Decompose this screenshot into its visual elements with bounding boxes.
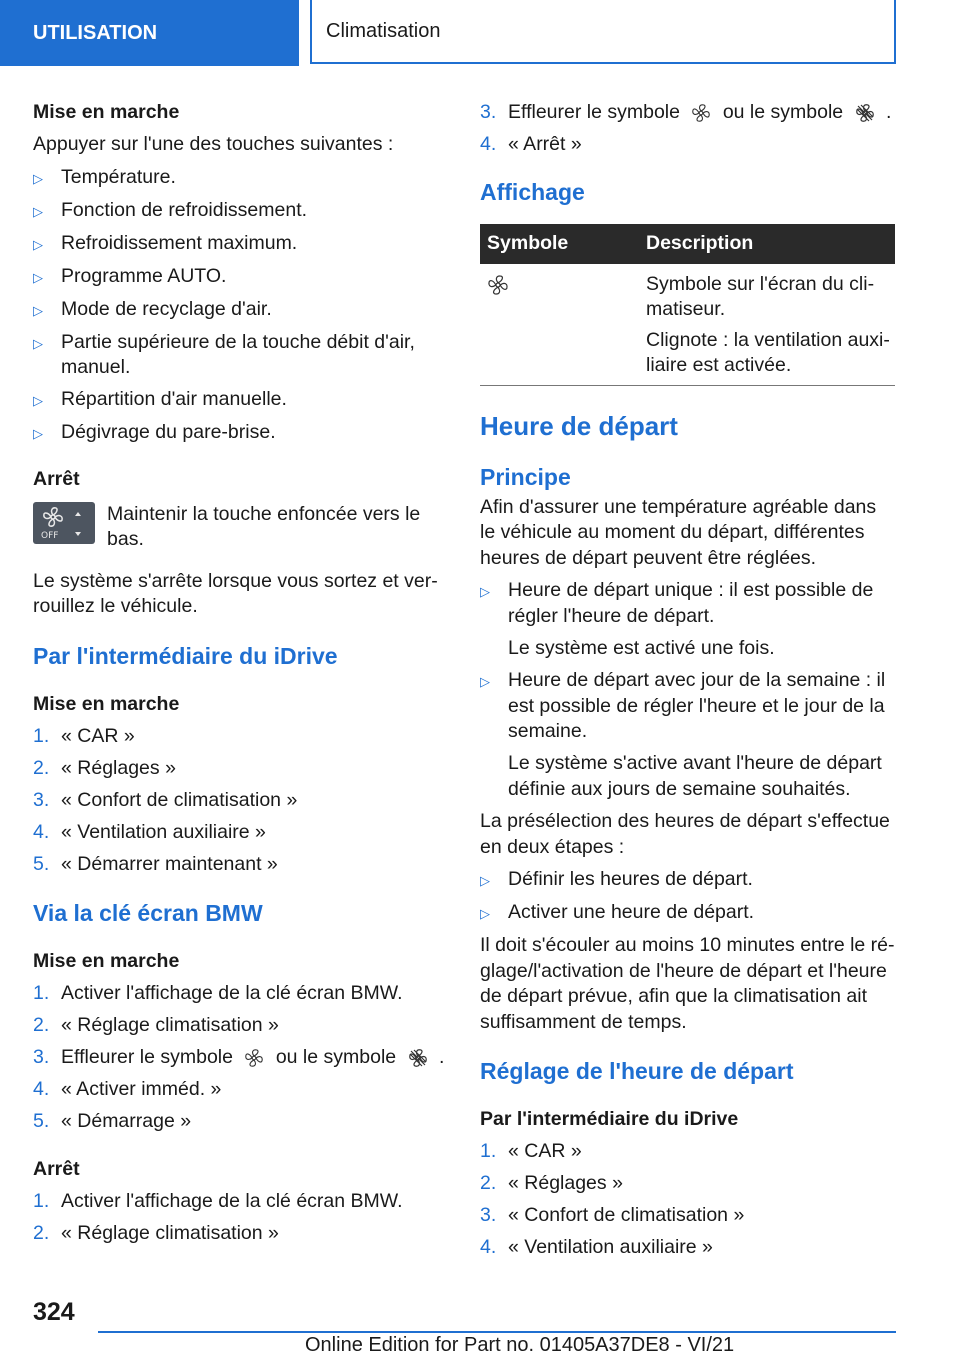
table-row [480,264,895,386]
list-item: 2. « Réglage climatisation » [33,1221,279,1244]
list-item: 3. Effleurer le symbole ou le symbole . [480,101,892,123]
heading-mise-en-marche: Mise en marche [33,101,180,123]
symbol-table [480,224,895,386]
bullet-triangle-icon: ▷ [33,269,43,285]
chapter-tab: Climatisation [310,0,896,64]
list-item: ▷ Mode de recyclage d'air. [33,297,445,324]
bullet-triangle-icon: ▷ [33,335,43,351]
bullet-sub-text: Le système s'active avant l'heure de départ définie aux jours de semaine souhaités. [508,752,882,800]
section-tab: UTILISATION [0,0,299,66]
list-item: 1. « CAR » [480,1140,582,1162]
table-cell-symbol [480,264,639,386]
fan-icon [691,103,711,123]
list-item: ▷ Température. [33,165,445,192]
heading-mise-en-marche: Mise en marche [33,692,180,715]
list-item: ▷ Refroidissement maximum. [33,231,445,258]
list-item: 4. « Ventilation auxiliaire » [480,1236,713,1258]
idrive-subheading: Par l'intermédiaire du iDrive [480,1108,739,1130]
fan-icon [244,1048,264,1068]
heure-title: Heure de départ [480,410,678,441]
bullet-triangle-icon: ▷ [33,203,43,219]
list-item: 4. « Activer imméd. » [33,1078,222,1100]
table-header-description: Description [639,224,895,264]
list-item: 4. « Arrêt » [480,133,582,155]
intro-text: Appuyer sur l'une des touches suivantes : [33,133,394,155]
bullet-sub-text: Le système est activé une fois. [508,636,775,659]
principe-text: Afin d'assurer une température agréable dans le véhicule au moment du départ, différentes heures de départ peuvent être réglées. [480,495,877,569]
heading-mise-en-marche: Mise en marche [33,950,180,972]
reglage-title: Réglage de l'heure de départ [480,1058,794,1084]
table-cell-description: Symbole sur l'écran du climatiseur. Clignote : la ventilation auxiliaire est activée. [646,272,890,376]
preselection-text: La présélection des heures de départ s'effectue en deux étapes : [480,810,890,858]
list-item: ▷ Heure de départ avec jour de la semaine : il est possible de régler l'heure et le jour de la semaine. [480,668,895,745]
arret-text: Maintenir la touche enfoncée vers le bas. [107,502,421,550]
arret-block [33,502,445,553]
list-item: 1. « CAR » [33,724,135,747]
list-item: ▷ Heure de départ unique : il est possible de régler l'heure de départ. [480,578,895,629]
key-title: Via la clé écran BMW [33,900,263,926]
page-number: 324 [33,1298,75,1326]
fan-hatched-icon [408,1048,428,1068]
list-item: ▷ Programme AUTO. [33,264,445,291]
list-item: 2. « Réglages » [33,756,176,779]
list-item: 4. « Ventilation auxiliaire » [33,820,266,843]
list-item: ▷ Fonction de refroidissement. [33,198,445,225]
list-item: ▷ Partie supérieure de la touche débit d'air, manuel. [33,330,445,381]
bullet-triangle-icon: ▷ [480,674,490,689]
idrive-title: Par l'intermédiaire du iDrive [33,642,338,669]
affichage-title: Affichage [480,178,585,205]
list-item: 2. « Réglage climatisation » [33,1014,279,1036]
principe-title: Principe [480,463,571,490]
bullet-triangle-icon: ▷ [33,236,43,252]
bullet-triangle-icon: ▷ [33,393,43,408]
list-item: 3. Effleurer le symbole ou le symbole . [33,1046,445,1068]
edition-text: Online Edition for Part no. 01405A37DE8 - VI/21 [305,1334,735,1356]
heading-arret: Arrêt [33,1157,80,1180]
list-item: ▷ Répartition d'air manuelle. [33,387,445,414]
list-item: 1. Activer l'affichage de la clé écran BMW. [33,1189,403,1212]
footer-divider [98,1331,896,1333]
right-column [480,100,895,1267]
fan-off-button-icon [33,502,95,544]
list-item: ▷ Définir les heures de départ. [480,867,895,894]
bullet-triangle-icon: ▷ [480,584,490,599]
fan-hatched-icon [855,103,875,123]
bullet-triangle-icon: ▷ [33,170,43,186]
list-item: ▷ Activer une heure de départ. [480,900,895,927]
list-item: 3. « Confort de climatisation » [33,788,298,811]
bullet-triangle-icon: ▷ [33,426,43,441]
svg-text:OFF: OFF [41,530,59,541]
list-item: 1. Activer l'affichage de la clé écran BMW. [33,982,403,1004]
list-item: 5. « Démarrage » [33,1110,192,1132]
heading-arret: Arrêt [33,467,80,490]
page-header [0,0,960,66]
bullet-triangle-icon: ▷ [480,873,490,888]
fan-icon [487,274,509,296]
bullet-triangle-icon: ▷ [33,302,43,318]
table-header-symbole: Symbole [480,224,639,264]
list-item: 5. « Démarrer maintenant » [33,852,278,875]
bullet-triangle-icon: ▷ [480,906,490,921]
system-stop-text: Le système s'arrête lorsque vous sortez et verrouillez le véhicule. [33,569,438,617]
list-item: ▷ Dégivrage du pare-brise. [33,420,445,447]
list-item: 2. « Réglages » [480,1172,623,1194]
left-column [33,100,445,1253]
table-header-row [480,224,895,264]
delay-text: Il doit s'écouler au moins 10 minutes entre le réglage/l'activation de l'heure de départ et l'heure de départ prévue, afin que la climatisation ait suffisamment de temps. [480,934,895,1033]
list-item: 3. « Confort de climatisation » [480,1204,745,1226]
